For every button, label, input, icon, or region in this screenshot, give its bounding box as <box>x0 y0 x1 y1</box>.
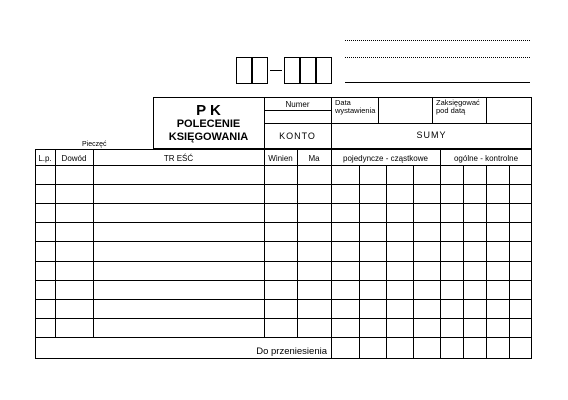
number-box-4[interactable] <box>300 57 316 84</box>
number-box-1[interactable] <box>236 57 252 84</box>
number-box-2[interactable] <box>252 57 268 84</box>
table-row-line <box>35 299 532 300</box>
data-wystawienia-label: Data wystawienia <box>335 98 376 115</box>
col-pojedyncze: pojedyncze - cząstkowe <box>343 154 428 163</box>
header-divider-4 <box>432 97 433 123</box>
table-row-line <box>35 261 532 262</box>
stamp-label: Pieczęć <box>82 141 107 148</box>
col-tresc: TR EŚĆ <box>163 154 194 163</box>
table-col-line <box>331 149 332 359</box>
header-divider-5 <box>486 97 487 123</box>
col-ogolne: ogólne - kontrolne <box>453 154 519 163</box>
zaksiegowac-label: Zaksięgować pod datą <box>436 98 480 115</box>
form-title-line2: KSIĘGOWANIA <box>168 131 249 143</box>
col-winien: Winien <box>268 154 293 163</box>
table-col-line <box>297 149 298 337</box>
number-box-3[interactable] <box>284 57 300 84</box>
table-col-line <box>440 149 441 359</box>
form-code: P K <box>196 102 221 119</box>
header-divider-3 <box>378 97 379 123</box>
entries-table <box>35 149 532 359</box>
col-ma: Ma <box>308 154 320 163</box>
table-col-line <box>359 165 360 359</box>
table-col-line <box>509 165 510 359</box>
table-row-line <box>35 318 532 319</box>
col-lp: L.p. <box>38 154 52 163</box>
address-line-2[interactable] <box>345 57 530 58</box>
number-box-5[interactable] <box>316 57 332 84</box>
address-line-3[interactable] <box>345 82 530 83</box>
table-row-line <box>35 222 532 223</box>
table-col-line <box>413 165 414 359</box>
konto-label: KONTO <box>279 131 316 141</box>
col-dowod: Dowód <box>61 154 87 163</box>
footer-carry-over: Do przeniesienia <box>256 346 327 357</box>
address-line-1[interactable] <box>345 40 530 41</box>
table-col-line <box>55 149 56 337</box>
number-dash <box>270 70 282 71</box>
table-row-line <box>35 203 532 204</box>
sumy-label: SUMY <box>416 130 447 140</box>
table-col-line <box>486 165 487 359</box>
table-col-line <box>264 149 265 337</box>
form-title-line1: POLECENIE <box>176 118 241 130</box>
table-row-line <box>35 280 532 281</box>
table-row-line <box>35 241 532 242</box>
table-header-line <box>35 165 532 166</box>
table-col-line <box>386 165 387 359</box>
table-col-line <box>93 149 94 337</box>
table-footer-line <box>35 337 532 338</box>
header-numer-line <box>264 110 331 111</box>
table-col-line <box>463 165 464 359</box>
numer-label: Numer <box>285 100 310 109</box>
header-hline <box>264 123 532 124</box>
table-row-line <box>35 184 532 185</box>
